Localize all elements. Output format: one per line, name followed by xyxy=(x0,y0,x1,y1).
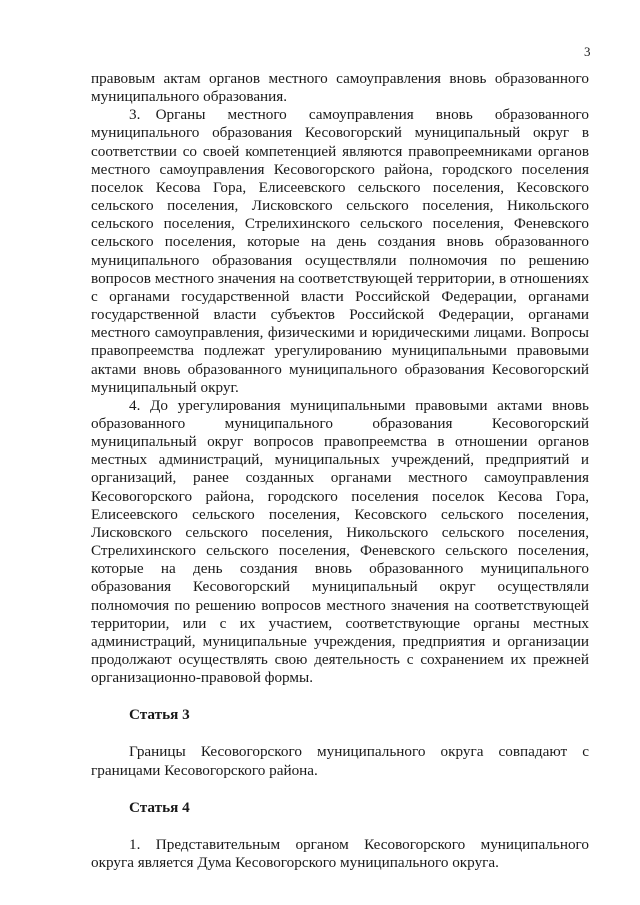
paragraph-item-3: 3. Органы местного самоуправления вновь образованного муниципального образования Кесовогорский муниципальный округ в соответствии со своей компетенцией являются правопреемниками органов местного самоуправления Кесовогорского района, городского поселения поселок Кесова Гора, Елисеевского сельского поселения, Кесовского сельского поселения, Лисковского сельского поселения, Никольского сельского поселения, Стрелихинского сельского поселения, Феневского сельского поселения, которые на день создания вновь образованного муниципального образования осуществляли полномочия по решению вопросов местного значения на соответствующей территории, в отношениях с органами государственной власти Российской Федерации, органами государственной власти субъектов Российской Федерации, органами местного самоуправления, физическими и юридическими лицами. Вопросы правопреемства подлежат урегулированию муниципальными правовыми актами вновь образованного муниципального образования Кесовогорский муниципальный округ. xyxy=(91,106,589,396)
article-3-heading: Статья 3 xyxy=(129,706,190,724)
article-3-text: Границы Кесовогорского муниципального округа совпадают с границами Кесовогорского района. xyxy=(91,743,589,779)
article-4-heading: Статья 4 xyxy=(129,798,190,816)
document-body xyxy=(91,70,589,872)
article-4-text: 1. Представительным органом Кесовогорского муниципального округа является Дума Кесовогорского муниципального округа. xyxy=(91,835,589,872)
paragraph-item-4: 4. До урегулирования муниципальными правовыми актами вновь образованного муниципального образования Кесовогорский муниципальный округ вопросов правопреемства в отношении органов местных администраций, муниципальных учреждений, предприятий и организаций, ранее созданных органами местного самоуправления Кесовогорского района, городского поселения поселок Кесова Гора, Елисеевского сельского поселения, Кесовского сельского поселения, Лисковского сельского поселения, Никольского сельского поселения, Стрелихинского сельского поселения, Феневского сельского поселения, которые на день создания вновь образованного муниципального образования Кесовогорский муниципальный округ осуществляли полномочия по решению вопросов местного значения на соответствующей территории, или с их участием, соответствующие органы местных администраций, муниципальные учреждения, предприятия и организации продолжают осуществлять свою деятельность с сохранением их прежней организационно-правовой формы. xyxy=(91,396,589,687)
paragraph-continuation: правовым актам органов местного самоуправления вновь образованного муниципального образования. xyxy=(91,70,589,106)
page-number: 3 xyxy=(584,44,591,59)
